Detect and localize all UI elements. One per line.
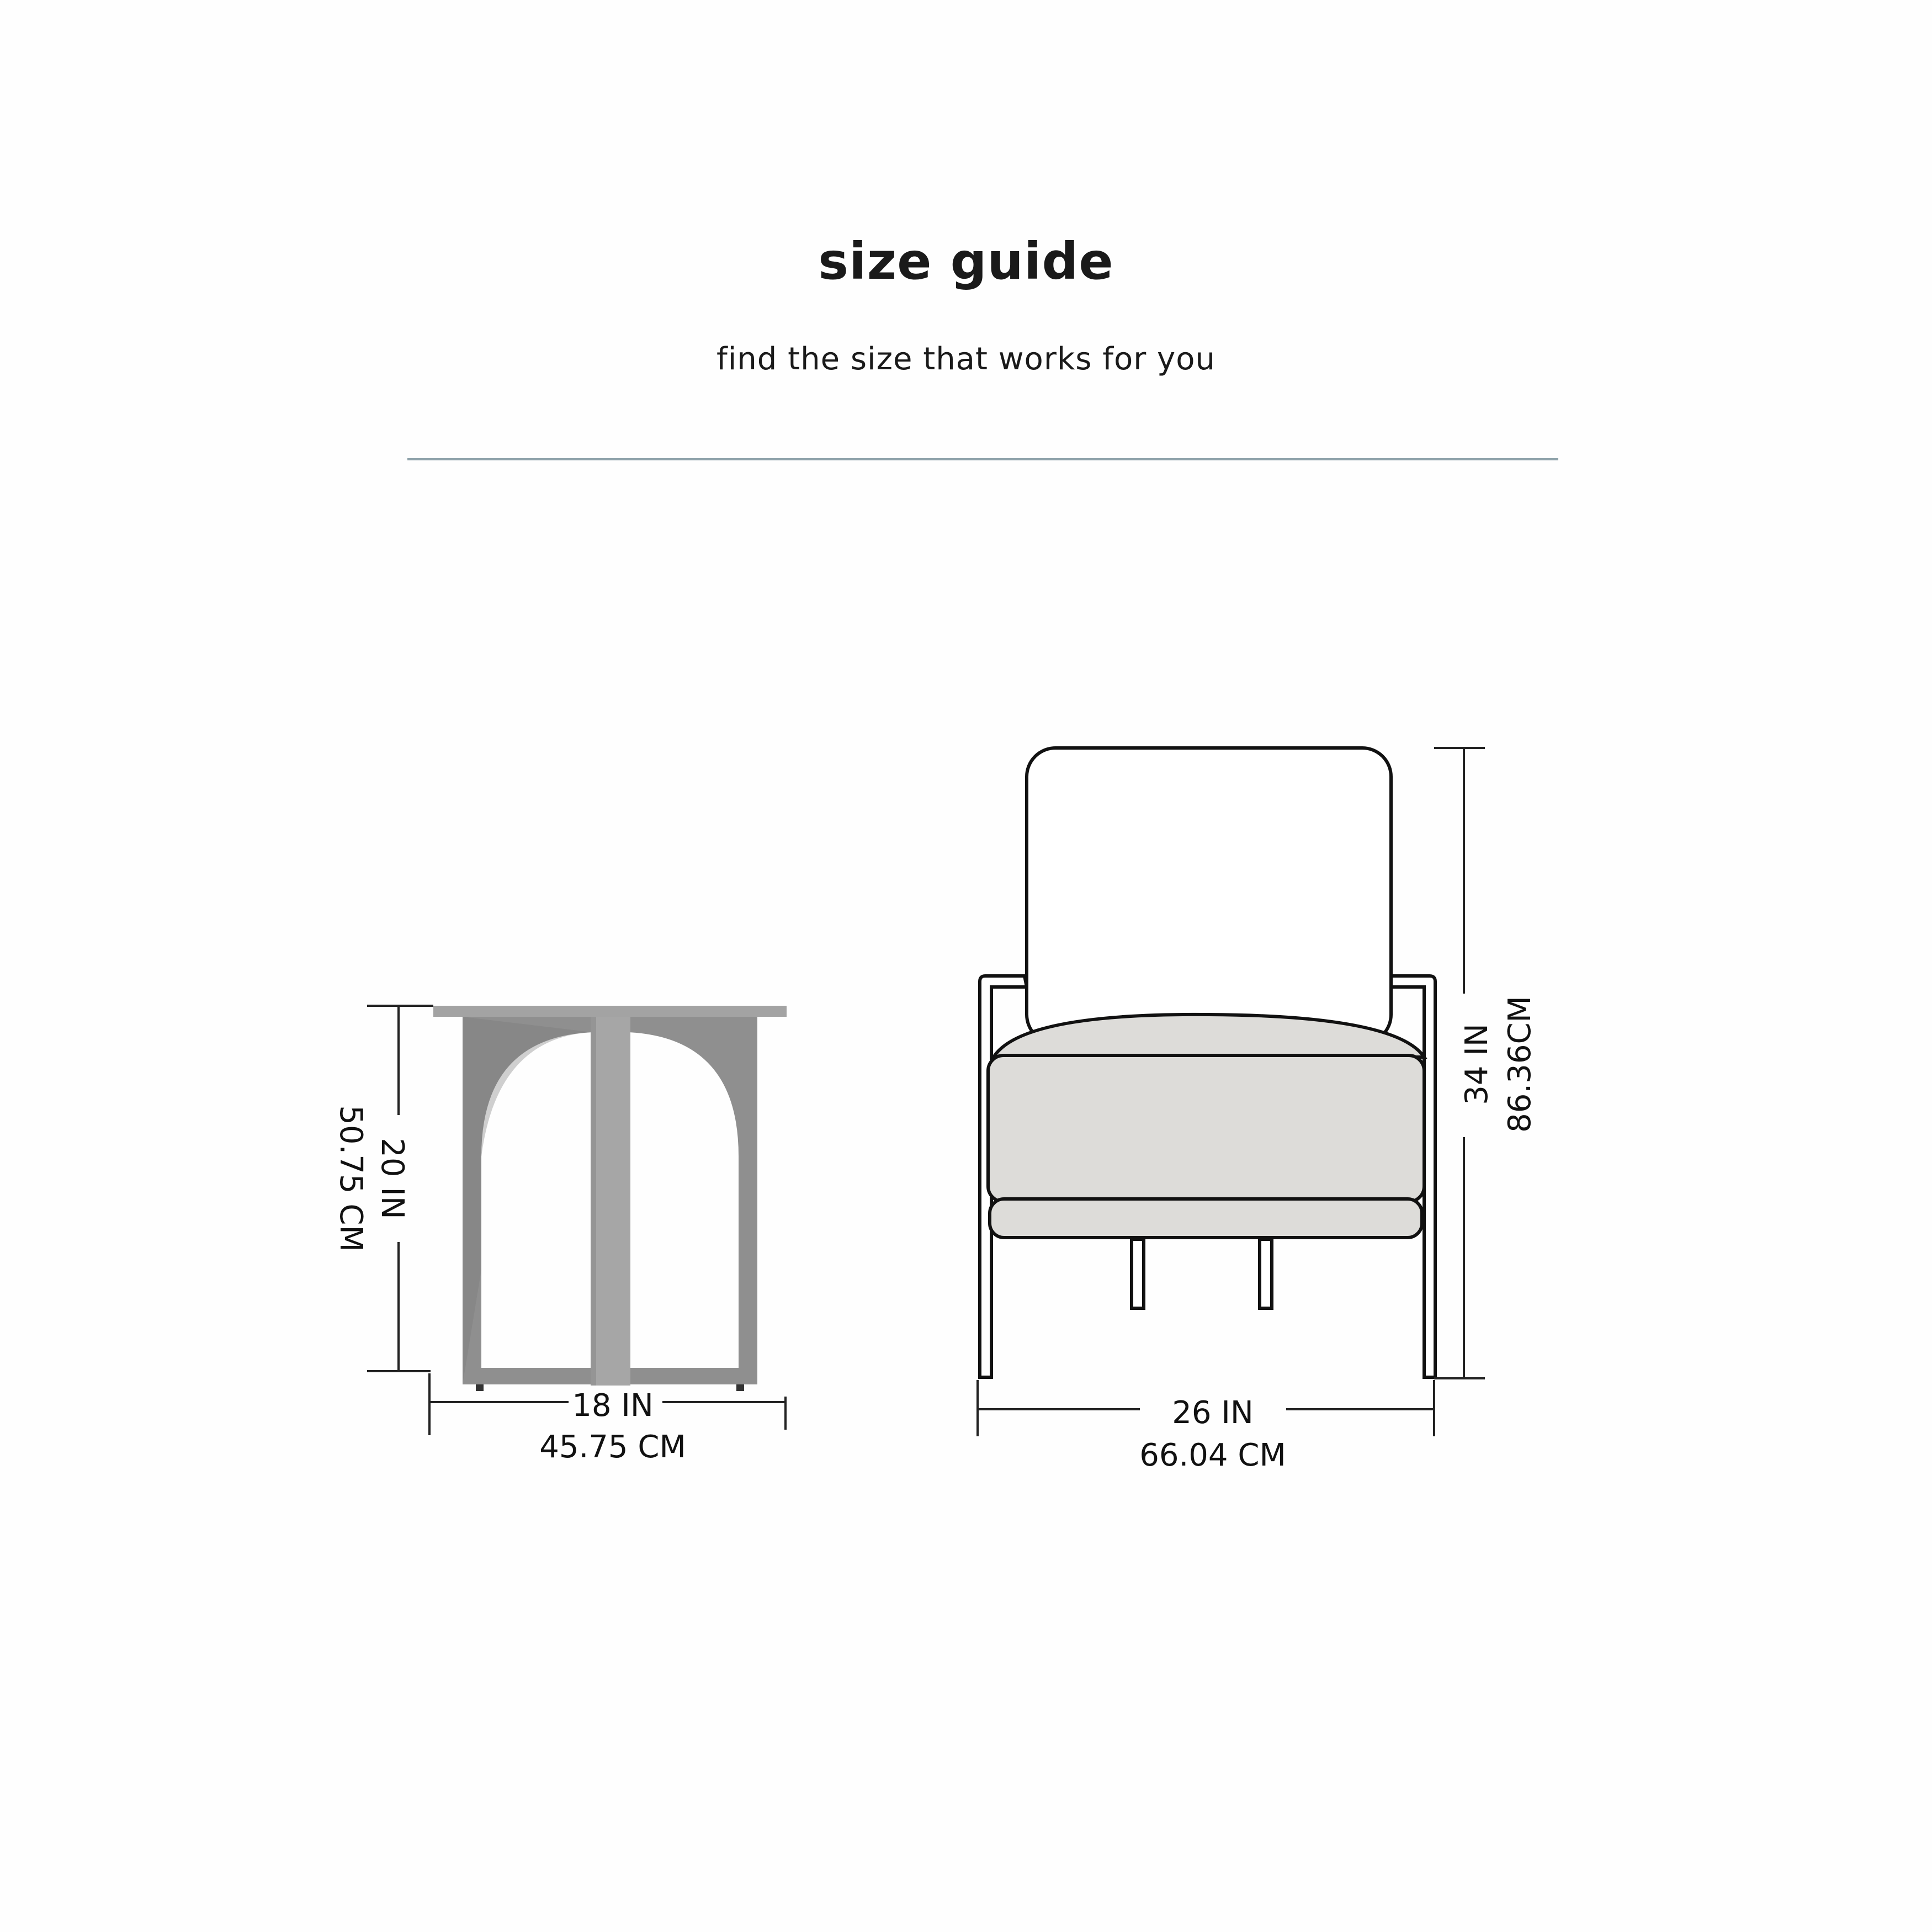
side-table-width-in: 18 IN [572, 1388, 654, 1424]
side-table-illustration [433, 1006, 787, 1391]
chair-seat-cushion [988, 1055, 1424, 1202]
table-panel-right [628, 1017, 757, 1384]
table-top [433, 1006, 787, 1017]
chair-leg-left [1132, 1239, 1144, 1308]
page-title: size guide [818, 232, 1114, 291]
table-foot-left [476, 1384, 484, 1391]
chair-height-in: 34 IN [1459, 1023, 1495, 1105]
chair-height-cm: 86.36CM [1502, 996, 1538, 1133]
page-subtitle: find the size that works for you [716, 341, 1216, 377]
chair-lower-cushion [990, 1199, 1422, 1238]
side-table-width-cm: 45.75 CM [539, 1429, 686, 1465]
chair-width-in: 26 IN [1172, 1395, 1254, 1431]
side-table-height-cm: 50.75 CM [333, 1105, 369, 1252]
side-table-height-in: 20 IN [374, 1138, 410, 1219]
table-panel-shade [463, 1017, 592, 1384]
chair-leg-right [1260, 1239, 1272, 1308]
chair-illustration [980, 748, 1435, 1377]
chair-backrest [1027, 748, 1391, 1043]
table-center-leg [591, 1017, 630, 1386]
chair-width-cm: 66.04 CM [1139, 1437, 1286, 1473]
table-foot-right [736, 1384, 744, 1391]
